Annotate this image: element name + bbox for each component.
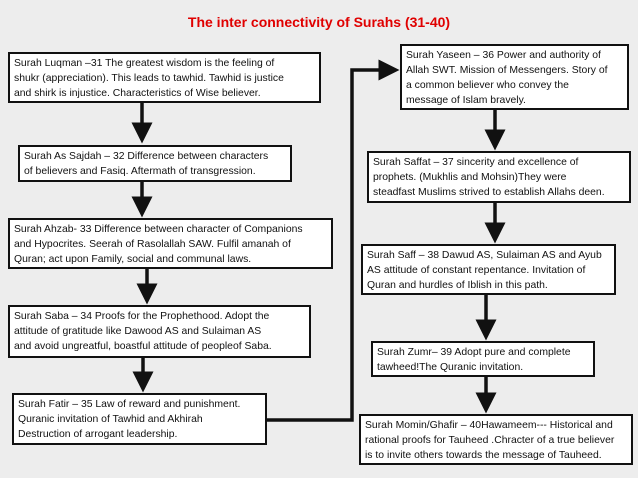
- surah-35-box: Surah Fatir – 35 Law of reward and punishment. Quranic invitation of Tawhid and Akhirah Destruction of arrogant leadership.: [12, 393, 267, 445]
- surah-37-box: Surah Saffat – 37 sincerity and excellence of prophets. (Mukhlis and Mohsin)They were steadfast Muslims strived to establish Allahs deen.: [367, 151, 631, 203]
- diagram-title: The inter connectivity of Surahs (31-40): [187, 14, 451, 30]
- surah-34-box: Surah Saba – 34 Proofs for the Prophethood. Adopt the attitude of gratitude like Dawood AS and Sulaiman AS and avoid ungreatful, boastful attitude of peopleof Saba.: [8, 305, 311, 358]
- surah-36-box: Surah Yaseen – 36 Power and authority of Allah SWT. Mission of Messengers. Story of a common believer who convey the message of Islam bravely.: [400, 44, 629, 110]
- surah-31-box: Surah Luqman –31 The greatest wisdom is the feeling of shukr (appreciation). This leads to tawhid. Tawhid is justice and shirk is injustice. Characteristics of Wise believer.: [8, 52, 321, 103]
- arrow-35-to-36: [267, 70, 389, 420]
- surah-33-box: Surah Ahzab- 33 Difference between character of Companions and Hypocrites. Seerah of Rasolallah SAW. Fulfil amanah of Quran; act upon Family, social and communal laws.: [8, 218, 333, 269]
- surah-39-box: Surah Zumr– 39 Adopt pure and complete tawheed!The Quranic invitation.: [371, 341, 595, 377]
- surah-32-box: Surah As Sajdah – 32 Difference between characters of believers and Fasiq. Aftermath of transgression.: [18, 145, 292, 182]
- surah-40-box: Surah Momin/Ghafir – 40Hawameem--- Historical and rational proofs for Tauheed .Chracter of a true believer is to invite others towards the message of Tauheed.: [359, 414, 633, 465]
- surah-38-box: Surah Saff – 38 Dawud AS, Sulaiman AS and Ayub AS attitude of constant repentance. Invitation of Quran and hurdles of Iblish in this path.: [361, 244, 616, 295]
